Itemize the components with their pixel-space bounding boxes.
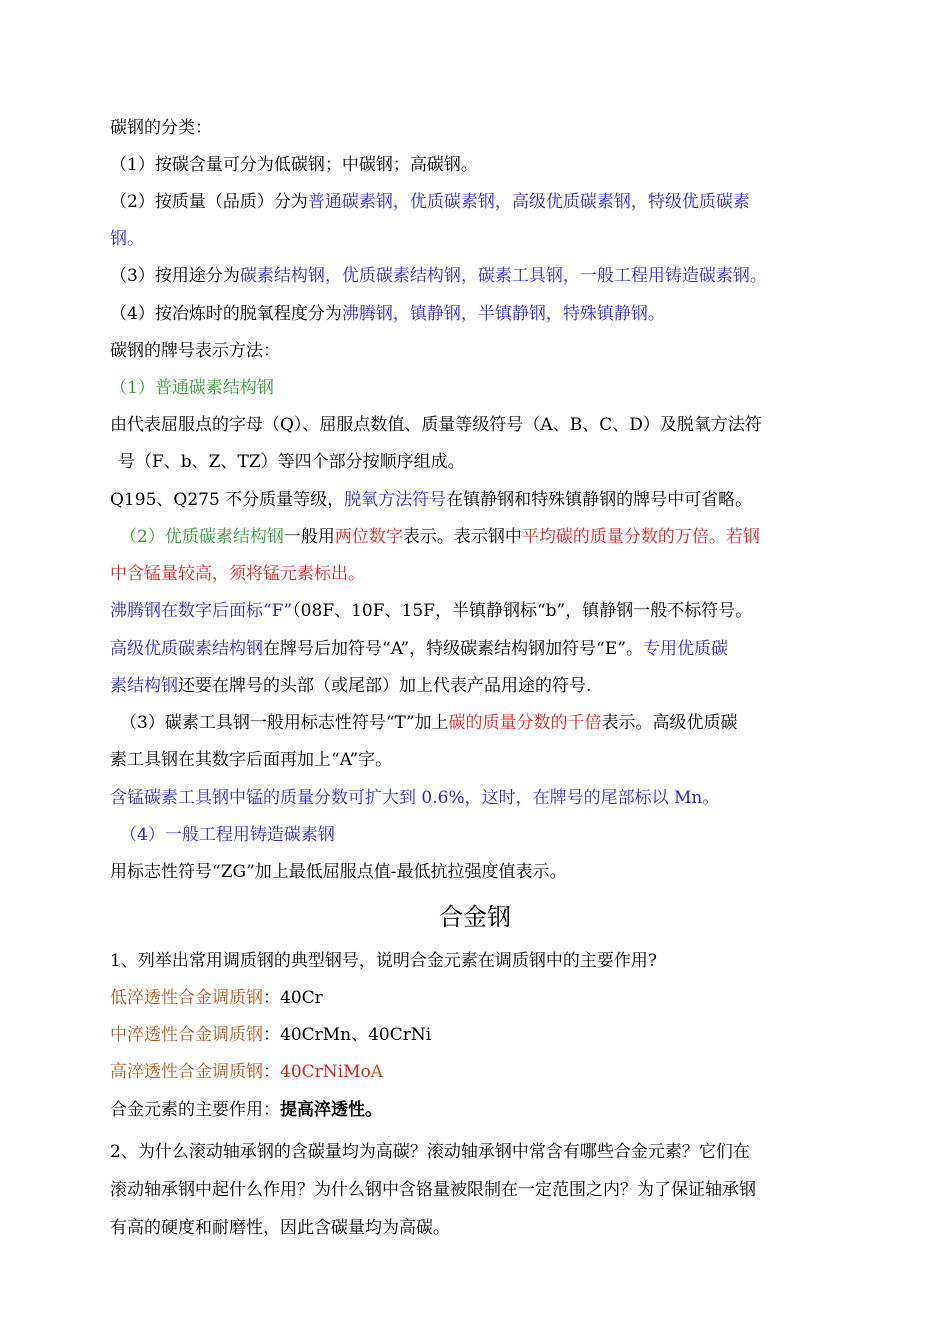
- low-hardenability-label: 低淬透性合金调质钢: [110, 988, 263, 1008]
- question-2-line-1: 2、为什么滚动轴承钢的含碳量均为高碳？滚动轴承钢中常含有哪些合金元素？它们在: [110, 1142, 750, 1162]
- grade-3-b: 表示。高级优质碳: [601, 713, 738, 733]
- grade-2-line-3-b: （08F、10F、15F，半镇静钢标“b”，镇静钢一般不标符号。: [292, 601, 753, 621]
- question-2-line-2: 滚动轴承钢中起什么作用？为什么钢中含铬量被限制在一定范围之内？为了保证轴承钢: [110, 1180, 756, 1200]
- high-hardenability-colon: ：: [263, 1062, 280, 1082]
- classification-item-4: [110, 302, 845, 326]
- grade-3-line-1: [120, 711, 855, 735]
- high-hardenability-value: 40CrNiMo: [280, 1062, 371, 1082]
- grade-4-line-2: 用标志性符号“ZG”加上最低屈服点值-最低抗拉强度值表示。: [110, 862, 567, 882]
- grade-2-line-3: [110, 599, 845, 623]
- alloy-steel-title: 合金钢: [439, 903, 511, 931]
- grade-1-line-1: 由代表屈服点的字母（Q）、屈服点数值、质量等级符号（A、B、C、D）及脱氧方法符: [110, 415, 762, 435]
- grade-4-title: （4）一般工程用铸造碳素钢: [120, 825, 335, 845]
- mid-hardenability-value: ：40CrMn、40CrNi: [263, 1025, 432, 1045]
- grade-2-b: 表示。表示钢中: [402, 527, 522, 547]
- item-2-highlight: 普通碳素钢，优质碳素钢，高级优质碳素钢，特级优质碳素: [307, 192, 750, 212]
- grade-2-line-4-b: 在牌号后加符号“A”，特级碳素结构钢加符号“E”。: [263, 639, 643, 659]
- classification-item-2-cont: [110, 227, 845, 251]
- grade-2-line-5-b: 还要在牌号的头部（或尾部）加上代表产品用途的符号.: [178, 676, 592, 696]
- grade-2-line-5: [110, 674, 845, 698]
- classification-item-1: （1）按碳含量可分为低碳钢；中碳钢；高碳钢。: [110, 155, 478, 175]
- grade-2-line-4: [110, 637, 845, 661]
- mid-hardenability-line: [110, 1023, 845, 1047]
- question-2-line-3: 有高的硬度和耐磨性，因此含碳量均为高碳。: [110, 1218, 450, 1238]
- question-1: 1、列举出常用调质钢的典型钢号，说明合金元素在调质钢中的主要作用?: [110, 951, 657, 971]
- high-hardenability-line: [110, 1060, 845, 1084]
- high-hardenability-label: 高淬透性合金调质钢: [110, 1062, 263, 1082]
- item-4-prefix: （4）按冶炼时的脱氧程度分为: [110, 304, 342, 324]
- grade-1-line-3-a: Q195、Q275 不分质量等级，: [110, 490, 345, 510]
- grade-2-a: 一般用: [283, 527, 335, 547]
- deoxidation-symbol-text: 脱氧方法符号: [344, 490, 447, 510]
- classification-item-3: [110, 264, 845, 288]
- item-2-prefix: （2）按质量（品质）分为: [110, 192, 308, 212]
- classification-heading: 碳钢的分类：: [110, 118, 212, 138]
- alloy-role-line: [110, 1098, 845, 1122]
- low-hardenability-value: ：40Cr: [263, 988, 323, 1008]
- classification-item-2: [110, 190, 845, 214]
- low-hardenability-line: [110, 986, 845, 1010]
- alloy-role-value: 提高淬透性。: [280, 1100, 382, 1120]
- grade-1-line-2: 号（F、b、Z、TZ）等四个部分按顺序组成。: [118, 452, 465, 472]
- grade-2-ten-thousand: 平均碳的质量分数的万倍。若钢: [521, 527, 760, 547]
- grade-1-line-3: [110, 488, 845, 512]
- grade-heading: 碳钢的牌号表示方法：: [110, 341, 280, 361]
- special-structural-text: 专用优质碳: [642, 639, 728, 659]
- grade-2-line-2: 中含锰量较高，须将锰元素标出。: [110, 564, 365, 584]
- special-structural-text-cont: 素结构钢: [110, 676, 178, 696]
- grade-3-a: （3）碳素工具钢一般用标志性符号“T”加上: [120, 713, 449, 733]
- grade-2-two-digits: 两位数字: [334, 527, 403, 547]
- grade-2-title: （2）优质碳素结构钢: [120, 527, 284, 547]
- grade-3-thousand: 碳的质量分数的千倍: [448, 713, 602, 733]
- alloy-role-label: 合金元素的主要作用：: [110, 1100, 280, 1120]
- grade-3-line-2: 素工具钢在其数字后面再加上“A”字。: [110, 750, 393, 770]
- grade-1-title: （1）普通碳素结构钢: [110, 378, 274, 398]
- item-2-highlight-cont: 钢。: [110, 229, 144, 249]
- grade-3-line-3: 含锰碳素工具钢中锰的质量分数可扩大到 0.6%，这时，在牌号的尾部标以 Mn。: [110, 788, 720, 808]
- item-3-prefix: （3）按用途分为: [110, 266, 240, 286]
- high-hardenability-value-tail: A: [370, 1062, 384, 1082]
- high-grade-structural-text: 高级优质碳素结构钢: [110, 639, 263, 659]
- grade-1-line-3-b: 在镇静钢和特殊镇静钢的牌号中可省略。: [446, 490, 753, 510]
- rimmed-steel-text: 沸腾钢在数字后面标“F”: [110, 601, 293, 621]
- item-3-highlight: 碳素结构钢，优质碳素结构钢，碳素工具钢，一般工程用铸造碳素钢。: [239, 266, 767, 286]
- item-4-highlight: 沸腾钢，镇静钢，半镇静钢，特殊镇静钢。: [341, 304, 665, 324]
- mid-hardenability-label: 中淬透性合金调质钢: [110, 1025, 263, 1045]
- grade-2-line-1: [120, 525, 855, 549]
